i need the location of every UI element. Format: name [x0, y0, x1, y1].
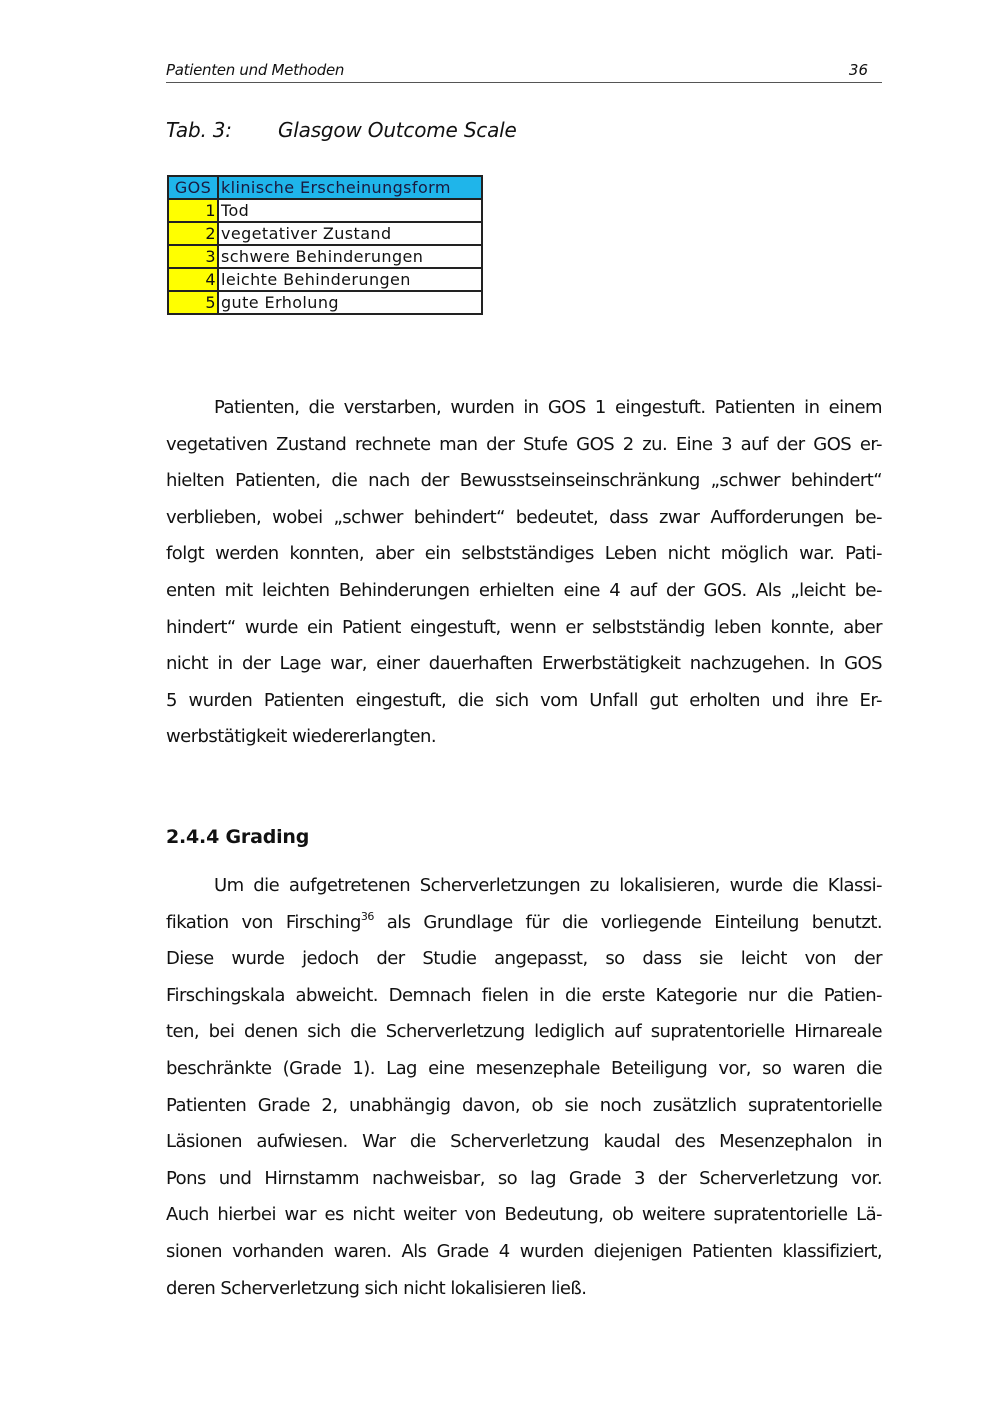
form-value: schwere Behinderungen — [218, 245, 482, 268]
table-caption — [166, 118, 517, 142]
form-value: vegetativer Zustand — [218, 222, 482, 245]
gos-value: 4 — [168, 268, 218, 291]
text-line: 5 wurden Patienten eingestuft, die sich vom Unfall gut erholten und ihre Er- — [166, 689, 882, 711]
text-line: Läsionen aufwiesen. War die Scherverletzung kaudal des Mesenzephalon in — [166, 1131, 882, 1153]
text-line: nicht in der Lage war, einer dauerhaften Erwerbstätigkeit nachzugehen. In GOS — [166, 653, 882, 675]
paragraph-grading — [166, 868, 882, 1307]
column-header-form: klinische Erscheinungsform — [218, 176, 482, 199]
text-line: Auch hierbei war es nicht weiter von Bedeutung, ob weitere supratentorielle Lä- — [166, 1204, 882, 1226]
table-row — [168, 291, 482, 314]
section-number: 2.4.4 — [166, 826, 220, 848]
section-title: Grading — [225, 826, 310, 848]
gos-value: 5 — [168, 291, 218, 314]
citation-reference: 36 — [360, 909, 374, 923]
running-header — [166, 60, 882, 83]
gos-value: 3 — [168, 245, 218, 268]
text-line: Um die aufgetretenen Scherverletzungen zu lokalisieren, wurde die Klassi- — [214, 875, 882, 896]
text-line: folgt werden konnten, aber ein selbstständiges Leben nicht möglich war. Pati- — [166, 543, 882, 565]
text-line: Pons und Hirnstamm nachweisbar, so lag Grade 3 der Scherverletzung vor. — [166, 1167, 882, 1189]
text-line: hindert“ wurde ein Patient eingestuft, wenn er selbstständig leben konnte, aber — [166, 616, 882, 638]
table-caption-label: Tab. 3: — [166, 118, 232, 142]
text-line: verblieben, wobei „schwer behindert“ bedeutet, dass zwar Aufforderungen be- — [166, 506, 882, 528]
section-heading — [166, 826, 309, 848]
table-row — [168, 268, 482, 291]
text-line: Patienten Grade 2, unabhängig davon, ob sie noch zusätzlich supratentorielle — [166, 1094, 882, 1116]
text-fragment: als Grundlage für die vorliegende Einteilung benutzt. — [373, 911, 882, 933]
text-fragment: fikation von Firsching — [166, 911, 361, 933]
text-line: beschränkte (Grade 1). Lag eine mesenzephale Beteiligung vor, so waren die — [166, 1057, 882, 1079]
running-header-title: Patienten und Methoden — [166, 61, 345, 79]
gos-value: 1 — [168, 199, 218, 222]
text-line: enten mit leichten Behinderungen erhielten eine 4 auf der GOS. Als „leicht be- — [166, 579, 882, 601]
table-caption-title: Glasgow Outcome Scale — [278, 118, 517, 142]
text-line: vegetativen Zustand rechnete man der Stufe GOS 2 zu. Eine 3 auf der GOS er- — [166, 433, 882, 455]
text-line: deren Scherverletzung sich nicht lokalisieren ließ. — [166, 1277, 587, 1299]
paragraph-gos-description — [166, 390, 882, 756]
text-line: werbstätigkeit wiedererlangten. — [166, 726, 437, 748]
page-number: 36 — [848, 61, 868, 79]
form-value: leichte Behinderungen — [218, 268, 482, 291]
form-value: gute Erholung — [218, 291, 482, 314]
column-header-gos: GOS — [168, 176, 218, 199]
text-line-with-citation — [166, 905, 882, 942]
text-line: ten, bei denen sich die Scherverletzung lediglich auf supratentorielle Hirnareale — [166, 1021, 882, 1043]
text-line: Diese wurde jedoch der Studie angepasst, so dass sie leicht von der — [166, 948, 882, 970]
text-line: Patienten, die verstarben, wurden in GOS 1 eingestuft. Patienten in einem — [214, 397, 882, 418]
table-row — [168, 245, 482, 268]
table-header-row — [168, 176, 482, 199]
table-row — [168, 199, 482, 222]
text-line: Firschingskala abweicht. Demnach fielen in die erste Kategorie nur die Patien- — [166, 984, 882, 1006]
text-line: sionen vorhanden waren. Als Grade 4 wurden diejenigen Patienten klassifiziert, — [166, 1240, 882, 1262]
table-row — [168, 222, 482, 245]
gos-value: 2 — [168, 222, 218, 245]
form-value: Tod — [218, 199, 482, 222]
text-line: hielten Patienten, die nach der Bewusstseinseinschränkung „schwer behindert“ — [166, 470, 882, 492]
gos-table — [167, 175, 483, 315]
